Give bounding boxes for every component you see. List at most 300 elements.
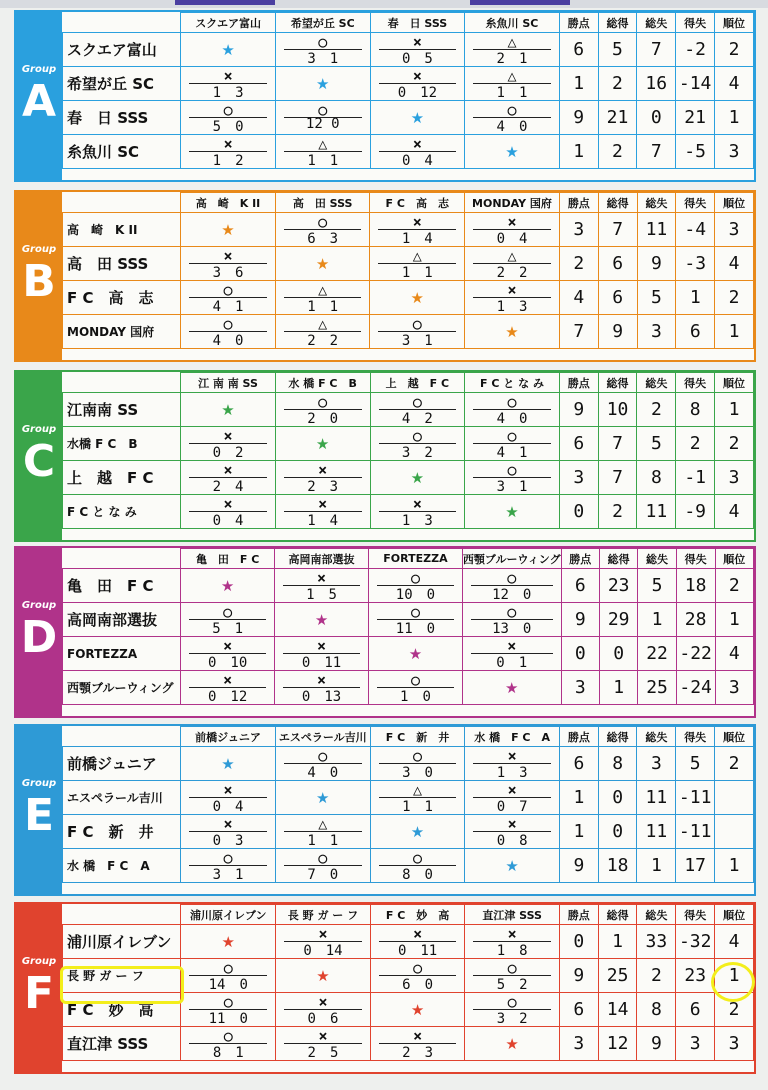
match-score: 6 0 (402, 977, 434, 993)
match-result (181, 315, 275, 348)
match-score: 5 1 (212, 621, 244, 637)
goals-against: 1 (638, 603, 676, 637)
table-row (63, 213, 754, 247)
match-result (275, 569, 368, 602)
match-score: 0 3 (212, 833, 244, 849)
match-cell (275, 135, 370, 169)
goals-for: 6 (598, 281, 637, 315)
match-result (276, 925, 370, 958)
match-result (181, 247, 275, 280)
match-score: 0 14 (303, 943, 343, 959)
points: 1 (559, 815, 598, 849)
goal-difference: 5 (676, 747, 715, 781)
match-result (370, 247, 464, 280)
self-match-star-icon: ★ (410, 468, 425, 487)
result-mark: △ (412, 781, 422, 799)
match-result (181, 781, 275, 814)
rank: 1 (715, 849, 754, 883)
group-word: Group (21, 64, 57, 75)
points: 1 (559, 67, 598, 101)
match-score: 11 0 (395, 621, 436, 637)
match-cell (276, 993, 371, 1027)
top-strip-bar (470, 0, 570, 5)
match-score: 1 1 (307, 299, 339, 315)
match-result (371, 393, 465, 426)
match-score: 0 11 (301, 655, 342, 671)
match-cell (370, 135, 465, 169)
goals-against: 1 (637, 849, 676, 883)
match-cell (465, 315, 560, 349)
self-match-star-icon: ★ (221, 220, 235, 239)
match-score: 3 2 (496, 1011, 528, 1027)
points: 3 (559, 461, 598, 495)
match-cell (275, 213, 370, 247)
result-mark: × (413, 1027, 423, 1045)
group-letter: E (23, 790, 55, 841)
goals-for: 1 (598, 925, 637, 959)
column-header-stat: 総失 (637, 373, 676, 393)
points: 3 (561, 671, 599, 705)
group-label (16, 372, 62, 540)
points: 9 (559, 393, 598, 427)
match-result (276, 849, 370, 882)
match-result (181, 815, 275, 848)
header-corner (63, 193, 181, 213)
match-score: 5 2 (496, 977, 528, 993)
column-header-stat: 総失 (637, 13, 676, 33)
match-score: 0 4 (496, 231, 528, 247)
rank: 1 (715, 315, 754, 349)
goals-against: 0 (637, 101, 676, 135)
goals-for: 8 (598, 747, 637, 781)
match-cell (370, 815, 465, 849)
match-result (465, 815, 559, 848)
result-mark: ○ (410, 671, 420, 689)
table-row (63, 671, 754, 705)
match-result (371, 1027, 465, 1060)
self-match-star-icon: ★ (221, 932, 235, 951)
match-score: 0 4 (401, 153, 433, 169)
group-letter: C (22, 436, 56, 487)
rank (715, 815, 754, 849)
match-cell (275, 247, 370, 281)
result-mark: ○ (410, 603, 420, 621)
result-mark: ○ (318, 33, 328, 51)
self-match-star-icon: ★ (316, 966, 330, 985)
match-score: 1 2 (212, 153, 244, 169)
header-row (63, 193, 754, 213)
team-name: 亀 田 F C (63, 569, 181, 603)
table-row (63, 495, 754, 529)
goal-difference: 28 (676, 603, 715, 637)
match-score: 13 0 (492, 621, 532, 637)
column-header-stat: 順位 (715, 13, 754, 33)
column-header-stat: 得失 (676, 373, 715, 393)
result-mark: × (507, 281, 517, 299)
self-match-star-icon: ★ (505, 678, 519, 697)
match-result (371, 427, 465, 460)
result-mark: × (318, 495, 328, 513)
match-result (371, 849, 465, 882)
column-header-team: F C と な み (465, 373, 560, 393)
result-mark: × (223, 427, 233, 445)
match-result (276, 213, 370, 246)
match-score: 1 1 (307, 153, 339, 169)
goals-against: 11 (637, 781, 676, 815)
points: 6 (559, 33, 598, 67)
match-score: 2 5 (307, 1045, 339, 1061)
column-header-team: 高岡南部選抜 (275, 549, 369, 569)
team-name: F C 高 志 (63, 281, 181, 315)
match-cell (370, 213, 465, 247)
result-mark: × (413, 925, 423, 943)
rank: 2 (715, 33, 754, 67)
result-mark: △ (507, 247, 517, 265)
group-letter: B (22, 256, 56, 307)
match-result (463, 637, 561, 670)
goals-for: 23 (599, 569, 637, 603)
match-score: 4 0 (496, 411, 528, 427)
match-cell (181, 603, 275, 637)
column-header-stat: 得失 (676, 13, 715, 33)
table-row (63, 427, 754, 461)
header-corner (63, 13, 181, 33)
team-name: エスペラール吉川 (63, 781, 181, 815)
result-mark: × (223, 637, 233, 655)
team-name: 高 崎 K II (63, 213, 181, 247)
match-cell (370, 393, 465, 427)
match-cell (275, 815, 370, 849)
match-result (276, 315, 370, 348)
group-word: Group (21, 956, 57, 967)
match-score: 8 0 (402, 867, 433, 883)
match-cell (181, 315, 276, 349)
points: 0 (561, 637, 599, 671)
match-cell (181, 747, 276, 781)
match-cell (370, 747, 465, 781)
group-letter: D (20, 612, 58, 663)
result-mark: ○ (412, 315, 422, 333)
match-cell (181, 393, 276, 427)
match-result (276, 393, 370, 426)
goals-for: 18 (598, 849, 637, 883)
match-result (276, 993, 370, 1026)
self-match-star-icon: ★ (315, 254, 330, 273)
match-cell (275, 849, 370, 883)
match-cell (370, 427, 465, 461)
match-cell (370, 315, 465, 349)
match-result (181, 1027, 275, 1060)
column-header-stat: 順位 (715, 727, 754, 747)
match-cell (369, 671, 463, 705)
self-match-star-icon: ★ (316, 74, 330, 93)
column-header-stat: 勝点 (559, 905, 598, 925)
goals-for: 10 (598, 393, 637, 427)
match-result (181, 959, 275, 992)
self-match-star-icon: ★ (220, 576, 235, 595)
column-header-team: FORTEZZA (369, 549, 463, 569)
top-strip (0, 0, 768, 8)
team-name: F C 妙 高 (63, 993, 181, 1027)
match-result (465, 747, 559, 780)
match-cell (275, 781, 370, 815)
points: 1 (559, 781, 598, 815)
column-header-team: 高 田 SSS (275, 193, 370, 213)
match-cell (181, 815, 276, 849)
match-result (465, 427, 559, 460)
goal-difference: 23 (676, 959, 715, 993)
column-header-team: MONDAY 国府 (465, 193, 560, 213)
result-mark: × (223, 781, 233, 799)
match-cell (465, 393, 560, 427)
group-b (14, 190, 756, 362)
rank: 1 (715, 603, 753, 637)
match-result (465, 67, 559, 100)
result-mark: ○ (410, 569, 420, 587)
self-match-star-icon: ★ (408, 644, 423, 663)
column-header-team: F C 妙 高 (370, 905, 465, 925)
header-row (63, 13, 754, 33)
goals-for: 2 (598, 67, 637, 101)
goal-difference: -24 (676, 671, 715, 705)
match-score: 0 2 (212, 445, 244, 461)
match-score: 11 0 (208, 1011, 248, 1027)
result-mark: × (507, 747, 517, 765)
column-header-stat: 総失 (637, 905, 676, 925)
match-result (181, 461, 275, 494)
result-mark: ○ (223, 849, 233, 867)
match-score: 3 6 (212, 265, 244, 281)
team-name: FORTEZZA (63, 637, 181, 671)
rank: 4 (715, 247, 754, 281)
points: 3 (559, 1027, 598, 1061)
goals-against: 5 (637, 427, 676, 461)
standings-table (62, 726, 754, 883)
match-result (465, 461, 559, 494)
match-result (276, 815, 370, 848)
goal-difference: -22 (676, 637, 715, 671)
match-result (181, 101, 275, 134)
result-mark: ○ (223, 603, 233, 621)
match-score: 4 1 (496, 445, 528, 461)
goals-for: 29 (599, 603, 637, 637)
match-result (181, 427, 275, 460)
result-mark: × (223, 671, 233, 689)
result-mark: × (507, 815, 517, 833)
goal-difference: -11 (676, 815, 715, 849)
match-score: 7 0 (307, 867, 339, 883)
column-header-team: 水 橋 F C B (275, 373, 370, 393)
table-row (63, 781, 754, 815)
goals-against: 2 (637, 393, 676, 427)
column-header-team: 西顎ブルーウィング (462, 549, 561, 569)
match-score: 1 3 (496, 299, 528, 315)
goals-against: 11 (637, 213, 676, 247)
column-header-team: 上 越 F C (370, 373, 465, 393)
result-mark: × (507, 781, 517, 799)
result-mark: △ (318, 315, 328, 333)
match-cell (181, 213, 276, 247)
goals-against: 3 (637, 315, 676, 349)
self-match-star-icon: ★ (505, 856, 519, 875)
standings-table (62, 12, 754, 169)
match-result (370, 315, 464, 348)
column-header-team: 前橋ジュニア (181, 727, 276, 747)
match-score: 3 1 (401, 333, 433, 349)
column-header-stat: 総得 (598, 13, 637, 33)
match-result (369, 569, 462, 602)
match-result (463, 569, 561, 602)
points: 3 (559, 213, 598, 247)
goal-difference: 3 (676, 1027, 715, 1061)
match-score: 0 6 (307, 1011, 339, 1027)
match-result (276, 495, 370, 528)
points: 1 (559, 135, 598, 169)
goals-against: 3 (637, 747, 676, 781)
match-score: 1 0 (400, 689, 431, 705)
match-score: 3 1 (212, 867, 244, 883)
match-cell (465, 33, 560, 67)
table-row (63, 101, 754, 135)
result-mark: × (507, 925, 517, 943)
goal-difference: 8 (676, 393, 715, 427)
match-result (371, 495, 465, 528)
goals-for: 21 (598, 101, 637, 135)
match-score: 3 1 (496, 479, 528, 495)
match-result (465, 393, 559, 426)
self-match-star-icon: ★ (315, 434, 330, 453)
match-score: 14 0 (208, 977, 248, 993)
match-cell (181, 925, 276, 959)
column-header-stat: 順位 (715, 549, 753, 569)
match-cell (465, 247, 560, 281)
self-match-star-icon: ★ (410, 1000, 425, 1019)
result-mark: × (317, 637, 327, 655)
match-result (276, 135, 370, 168)
match-result (276, 33, 370, 66)
rank: 4 (715, 637, 753, 671)
match-cell (465, 281, 560, 315)
rank (715, 781, 754, 815)
match-result (181, 849, 275, 882)
goal-difference: 17 (676, 849, 715, 883)
match-result (465, 281, 559, 314)
match-score: 0 4 (212, 799, 244, 815)
goals-against: 5 (638, 569, 676, 603)
column-header-team: 江 南 南 SS (181, 373, 276, 393)
group-a (14, 10, 756, 182)
column-header-stat: 勝点 (559, 13, 598, 33)
match-cell (462, 671, 561, 705)
match-result (371, 33, 465, 66)
match-score: 0 12 (208, 689, 248, 705)
result-mark: × (223, 495, 233, 513)
match-cell (181, 247, 276, 281)
match-cell (275, 281, 370, 315)
rank: 4 (715, 925, 754, 959)
result-mark: ○ (413, 959, 423, 977)
table-row (63, 1027, 754, 1061)
match-score: 3 2 (401, 445, 433, 461)
match-result (181, 495, 275, 528)
match-cell (370, 1027, 465, 1061)
rank: 1 (715, 101, 754, 135)
column-header-stat: 総失 (637, 727, 676, 747)
match-result (371, 781, 465, 814)
match-result (181, 671, 274, 704)
goal-difference: 6 (676, 315, 715, 349)
team-name: F C 新 井 (63, 815, 181, 849)
result-mark: △ (412, 247, 422, 265)
result-mark: ○ (223, 993, 233, 1011)
match-cell (181, 671, 275, 705)
match-score: 1 8 (496, 943, 528, 959)
goal-difference: -11 (676, 781, 715, 815)
match-score: 1 4 (307, 513, 339, 529)
match-cell (275, 569, 369, 603)
match-cell (276, 959, 371, 993)
result-mark: × (412, 135, 422, 153)
match-cell (465, 67, 560, 101)
column-header-stat: 勝点 (559, 373, 598, 393)
match-cell (181, 993, 276, 1027)
goals-for: 0 (599, 637, 637, 671)
result-mark: ○ (507, 427, 517, 445)
result-mark: × (318, 993, 328, 1011)
group-label (16, 192, 62, 360)
match-cell (181, 461, 276, 495)
match-result (465, 959, 559, 992)
match-score: 4 0 (212, 333, 244, 349)
match-result (465, 33, 559, 66)
table-row (63, 569, 754, 603)
goals-for: 6 (598, 247, 637, 281)
goal-difference: -2 (676, 33, 715, 67)
goals-against: 11 (637, 495, 676, 529)
result-mark: ○ (507, 101, 517, 119)
match-result (465, 101, 559, 134)
result-mark: × (223, 67, 233, 85)
result-mark: × (507, 213, 517, 231)
column-header-stat: 総得 (598, 373, 637, 393)
column-header-stat: 勝点 (561, 549, 599, 569)
match-cell (370, 959, 465, 993)
table-row (63, 135, 754, 169)
points: 7 (559, 315, 598, 349)
result-mark: ○ (223, 281, 233, 299)
match-result (371, 959, 465, 992)
column-header-stat: 得失 (676, 727, 715, 747)
column-header-stat: 得失 (676, 905, 715, 925)
points: 9 (559, 959, 598, 993)
header-row (63, 549, 754, 569)
goals-for: 14 (598, 993, 637, 1027)
team-name: 希望が丘 SC (63, 67, 181, 101)
match-score: 2 4 (212, 479, 244, 495)
goals-for: 7 (598, 461, 637, 495)
highlight-marker-team (60, 966, 184, 1004)
match-cell (465, 461, 560, 495)
result-mark: ○ (318, 101, 328, 119)
match-result (276, 101, 370, 134)
standings-table (62, 548, 754, 705)
rank: 1 (715, 959, 754, 993)
team-name: 前橋ジュニア (63, 747, 181, 781)
team-name: 上 越 F C (63, 461, 181, 495)
column-header-team: 長 野 ガ ー フ (276, 905, 371, 925)
column-header-team: 高 崎 K II (181, 193, 276, 213)
match-result (276, 461, 370, 494)
